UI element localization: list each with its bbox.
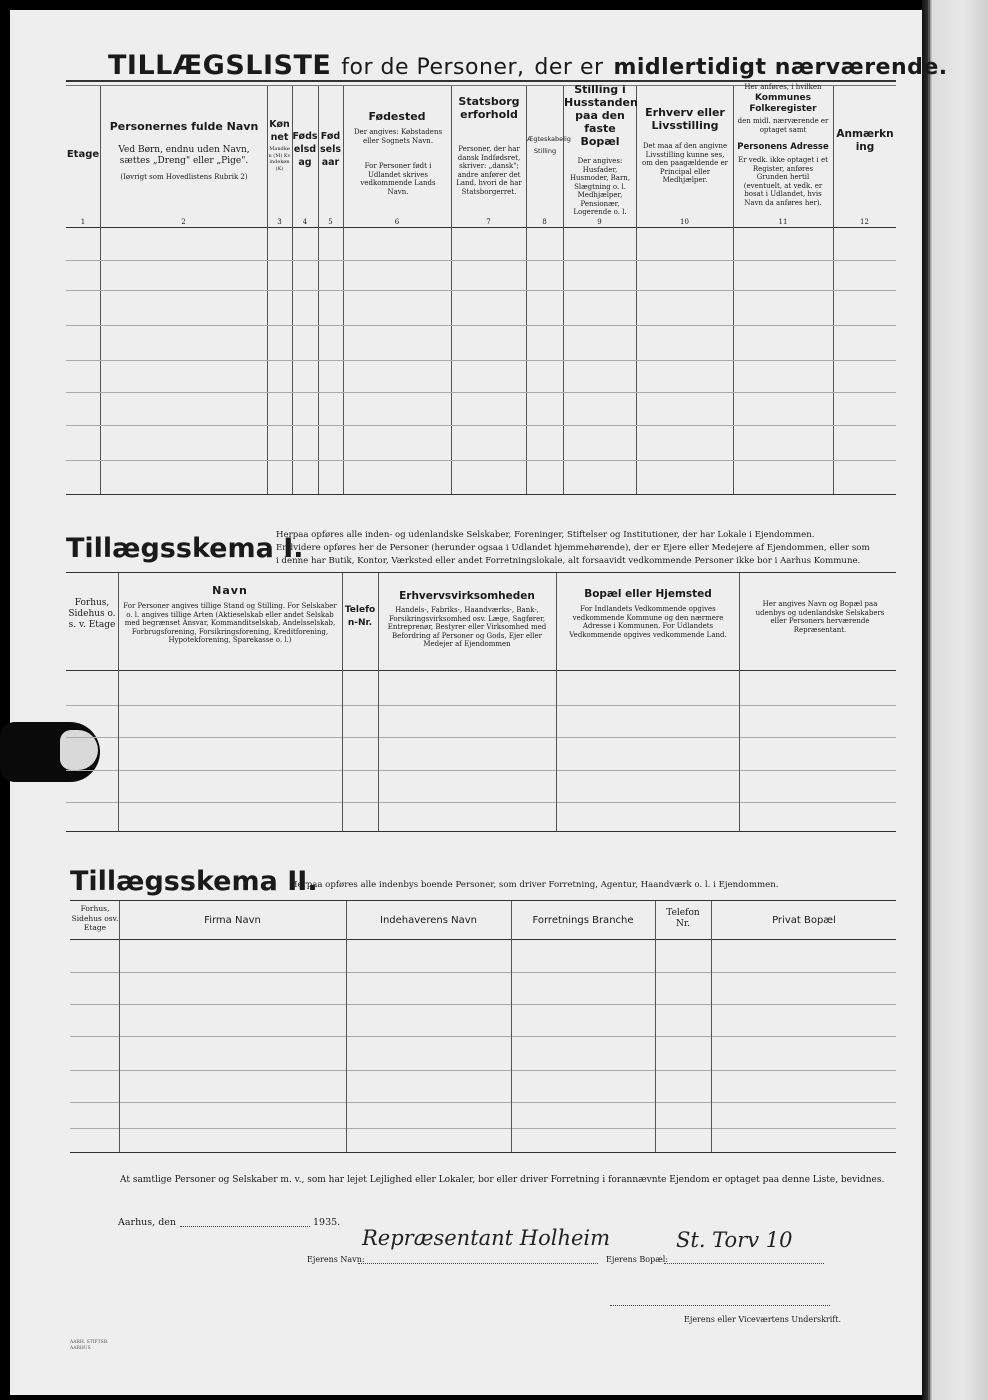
header-stilling-sub: Der angives: Husfader, Husmoder, Barn, Slægtning o. l. Medhjælper, Pensionær, Logerende o. l. — [569, 157, 631, 216]
header-navn-sub2: (Iøvrigt som Hovedlistens Rubrik 2) — [120, 173, 248, 181]
skema2-bottom-rule — [70, 1152, 896, 1153]
col-number: 1 — [80, 218, 86, 226]
skema2-top-rule — [70, 900, 896, 901]
footer-place: Aarhus, den — [118, 1217, 177, 1228]
skema1-col-divider — [556, 573, 557, 831]
col-number: 9 — [597, 218, 602, 226]
title-main: TILLÆGSLISTE — [108, 50, 332, 81]
skema2-col-privat: Privat Bopæl — [772, 915, 836, 926]
skema2-col-firma: Firma Navn — [204, 915, 261, 926]
col-number: 11 — [778, 218, 788, 226]
skema2-col-telefon: Telefon Nr. — [666, 908, 700, 929]
col-number: 2 — [181, 218, 186, 226]
footer-declaration: At samtlige Personer og Selskaber m. v., som har lejet Lejlighed eller Lokaler, bor eller driver Forretning i forannævnte Ejendom er optaget paa denne Liste, bevidnes. — [120, 1175, 885, 1185]
skema1-col-etage: Forhus, Sidehus o. s. v. Etage — [68, 598, 116, 630]
header-statsborger-sub: Personer, der har dansk Indfødsret, skriver: „dansk"; andre anfører det Land, hvori de har Statsborgerret. — [456, 145, 522, 196]
table-row-line — [70, 1102, 896, 1103]
book-spine — [922, 0, 988, 1400]
skema2-col-divider — [655, 901, 656, 1152]
header-statsborger: Statsborgerforhold — [458, 95, 520, 121]
date-fill-line — [180, 1226, 310, 1227]
skema1-bottom-rule — [66, 831, 896, 832]
owner-addr-line — [664, 1263, 824, 1264]
skema1-col-navn: Navn — [212, 584, 248, 597]
owner-name-label: Ejerens Navn: — [307, 1255, 365, 1264]
skema2-col-divider — [511, 901, 512, 1152]
header-stilling: Stilling i Husstanden paa den faste Bopæl — [564, 83, 638, 148]
header-fodested-sub2: For Personer født i Udlandet skrives vedkommende Lands Navn. — [360, 162, 436, 196]
header-folkeregister: Kommunes Folkeregister — [749, 93, 817, 114]
header-konnet: Kønnet — [269, 119, 290, 143]
skema1-col-repraesentant: Her angives Navn og Bopæl paa udenbys og udenlandske Selskabers eller Personers herværende Repræsentant. — [755, 600, 885, 634]
table-row-line — [66, 425, 896, 426]
skema1-col-divider — [118, 573, 119, 831]
skema1-col-erhverv-sub: Handels-, Fabriks-, Haandværks-, Bank-, Forsikringsvirksomhed osv. Læge, Sagfører, Entreprenør, Bestyrer eller Virksomhed med Befordring af Personer og Gods, Ejer eller Medejer af Ejendommen — [387, 606, 547, 648]
header-erhverv: Erhverv eller Livsstilling — [645, 106, 725, 132]
col-number: 4 — [302, 218, 308, 226]
table-row-line — [66, 260, 896, 261]
table-row-line — [70, 972, 896, 973]
table-row-line — [66, 705, 896, 706]
col-number: 6 — [394, 218, 400, 226]
header-fodested: Fødested — [368, 110, 426, 123]
skema1-col-telefon: Telefon-Nr. — [344, 605, 376, 628]
table-row-line — [66, 325, 896, 326]
form-title — [108, 50, 948, 81]
skema2-heading: Tillægsskema II. — [70, 866, 318, 897]
owner-addr-handwriting: St. Torv 10 — [676, 1228, 793, 1252]
skema2-col-divider — [119, 901, 120, 1152]
skema2-col-branche: Forretnings Branche — [532, 915, 634, 926]
skema1-col-divider — [739, 573, 740, 831]
skema1-top-rule — [66, 572, 896, 573]
table-row-line — [66, 460, 896, 461]
printer-imprint: AARH. STIFTSB. AARHUS — [70, 1340, 109, 1351]
skema1-col-divider — [378, 573, 379, 831]
header-fodselsdag: Fødselsdag — [292, 131, 318, 168]
skema1-col-bopael-sub: For Indlandets Vedkommende opgives vedkommende Kommune og den nærmere Adresse i Kommunen. For Udlandets Vedkommende opgives vedkommende Land. — [569, 605, 727, 639]
title-emphasis: midlertidigt nærværende. — [613, 55, 948, 80]
skema2-desc: Herpaa opføres alle indenbys boende Personer, som driver Forretning, Agentur, Haandværk o. l. i Ejendommen. — [290, 880, 779, 890]
spine-edge — [928, 0, 930, 1400]
header-aegteskabelig: Ægteskabelig Stilling — [527, 135, 571, 155]
skema2-header-rule — [70, 939, 896, 940]
col-number: 12 — [860, 218, 869, 226]
header-anmaerkning: Anmærkning — [836, 128, 894, 153]
header-folkeregister-sub: den midl. nærværende er optaget samt — [737, 117, 829, 134]
skema2-col-indehaver: Indehaverens Navn — [380, 915, 477, 926]
table-row-line — [66, 737, 896, 738]
skema1-desc-2: Endvidere opføres her de Personer (herunder ogsaa i Udlandet hjemmehørende), der er Ejere eller Medejere af Ejendommen, eller som — [276, 543, 870, 553]
table-row-line — [66, 392, 896, 393]
skema1-col-bopael: Bopæl eller Hjemsted — [584, 588, 712, 600]
skema1-col-divider — [342, 573, 343, 831]
header-navn-sub: Ved Børn, endnu uden Navn, sættes „Dreng" eller „Pige". — [118, 145, 250, 166]
skema2-col-divider — [346, 901, 347, 1152]
header-etage: Etage — [66, 149, 100, 160]
table-row-line — [70, 1128, 896, 1129]
owner-name-handwriting: Repræsentant Holheim — [362, 1226, 611, 1250]
header-navn: Personernes fulde Navn — [109, 120, 259, 133]
main-table-bottom-rule — [66, 494, 896, 495]
owner-addr-label: Ejerens Bopæl: — [606, 1255, 669, 1264]
col-number: 8 — [542, 218, 547, 226]
table-row-line — [70, 1070, 896, 1071]
skema1-desc-1: Herpaa opføres alle inden- og udenlandske Selskaber, Foreninger, Stiftelser og Institutioner, der har Lokale i Ejendommen. — [276, 530, 815, 540]
main-table-header-rule — [66, 227, 896, 228]
header-personens-adresse: Personens Adresse — [737, 142, 829, 152]
signature-label: Ejerens eller Viceværtens Underskrift. — [684, 1315, 842, 1324]
skema1-heading: Tillægsskema I. — [66, 533, 304, 564]
main-table-top-rule — [66, 80, 896, 82]
signature-line — [610, 1305, 830, 1306]
skema1-header-rule — [66, 670, 896, 671]
header-konnet-sub: Mandkøn (M) Kvindekøn (K) — [268, 146, 291, 172]
title-part2: der er — [534, 55, 604, 80]
header-fodselsaar: Fødselsaar — [319, 131, 341, 168]
header-erhverv-sub: Det maa af den angivne Livsstilling kunne ses, om den paagældende er Principal eller Medhjælper. — [641, 142, 729, 184]
col-number: 5 — [328, 218, 333, 226]
title-part1: for de Personer, — [341, 55, 525, 80]
table-row-line — [66, 802, 896, 803]
skema2-col-etage: Forhus, Sidehus osv. Etage — [71, 904, 119, 932]
header-adresse-sub: Er vedk. ikke optaget i et Register, anføres Grunden hertil (eventuelt, at vedk. er bosat i Udlandet, hvis Navn da anføres her). — [738, 156, 828, 207]
owner-name-line — [358, 1263, 598, 1264]
table-row-line — [66, 290, 896, 291]
col-number: 10 — [680, 218, 689, 226]
footer-year: 1935. — [313, 1217, 341, 1228]
skema2-col-divider — [711, 901, 712, 1152]
skema1-col-erhverv: Erhvervsvirksomheden — [399, 590, 535, 602]
skema1-col-navn-sub: For Personer angives tillige Stand og Stilling. For Selskaber o. l. angives tillige Arten (Aktieselskab eller andet Selskab med begrænset Ansvar, Kommanditselskab, Andelsselskab, Forbrugsforening, Forsikringsforening, Kreditforening, Hypotekforening, Sparekasse o. l.) — [123, 602, 337, 644]
skema1-desc-3: i denne har Butik, Kontor, Værksted eller andet Forretningslokale, alt forsaavidt vedkommende Personer ikke bor i Aarhus Kommune. — [276, 556, 861, 566]
table-row-line — [66, 360, 896, 361]
col-number: 3 — [277, 218, 282, 226]
table-row-line — [70, 1036, 896, 1037]
col-number: 7 — [486, 218, 491, 226]
table-row-line — [70, 1004, 896, 1005]
header-folkeregister-pre: Her anføres, i hvilken — [744, 83, 822, 91]
table-row-line — [66, 770, 896, 771]
header-fodested-sub: Der angives: Købstadens eller Sognets Navn. — [353, 128, 443, 145]
